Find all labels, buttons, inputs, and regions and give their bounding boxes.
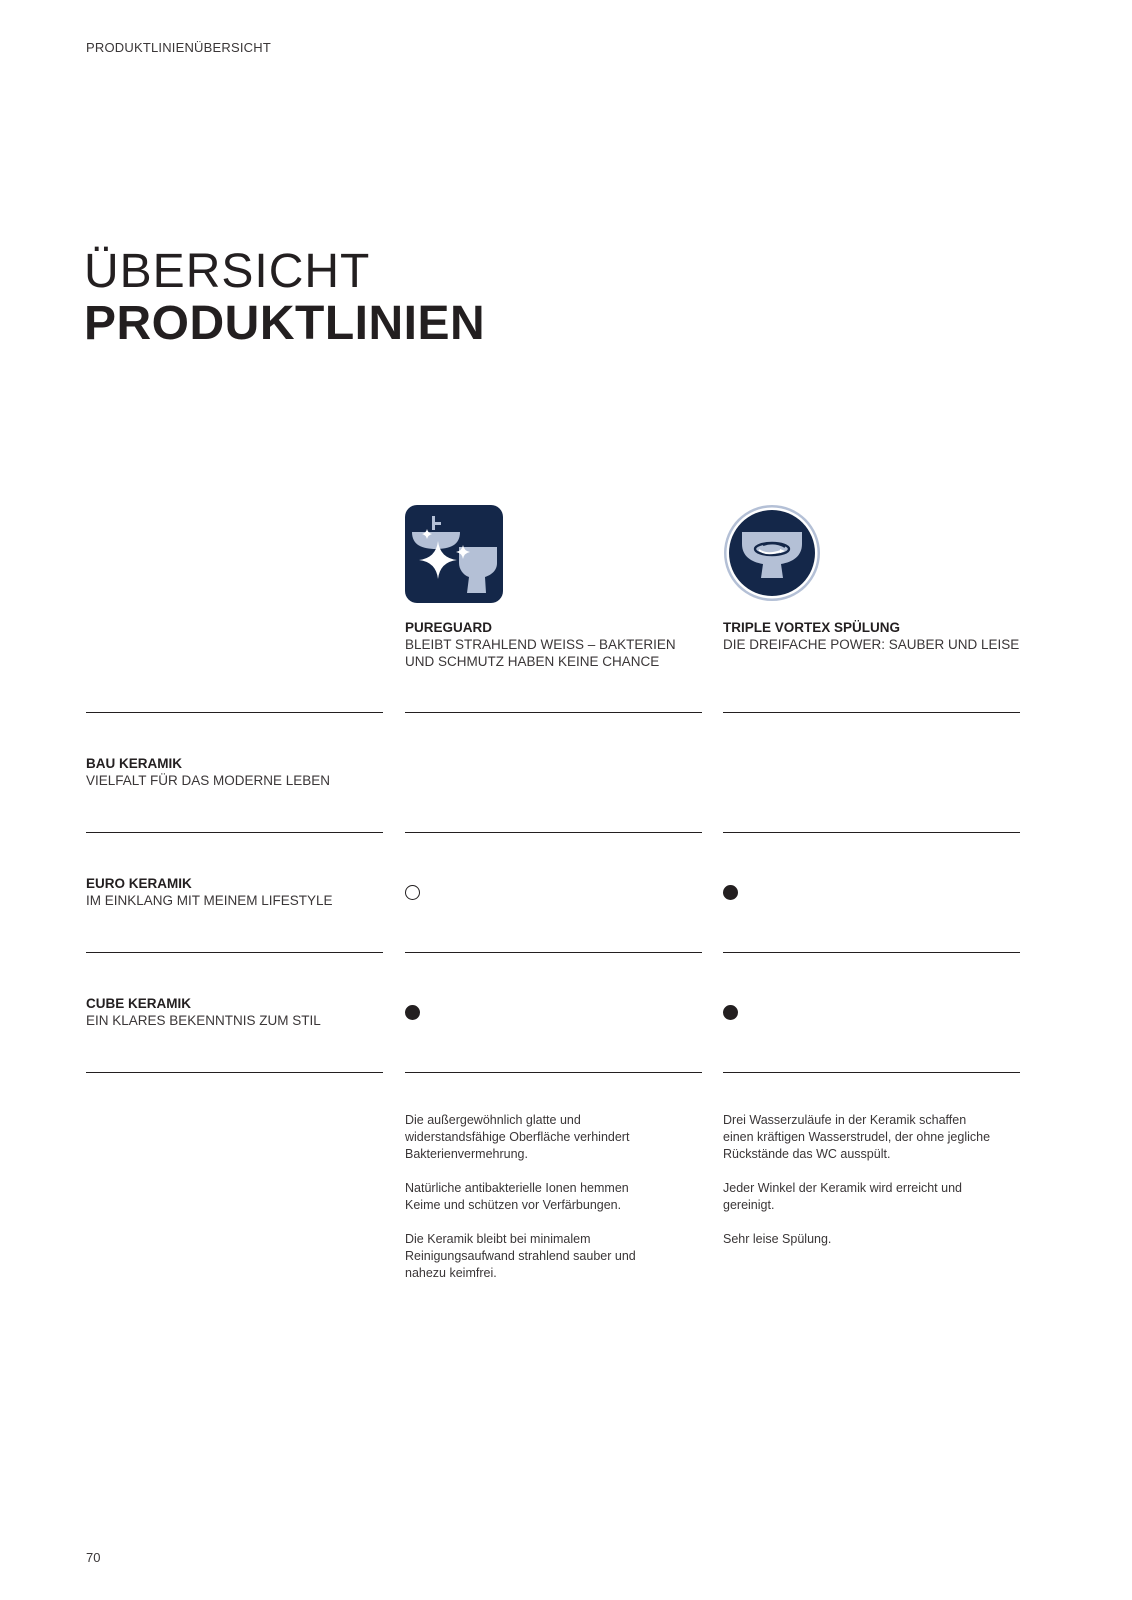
standard-feature-marker bbox=[405, 1005, 420, 1020]
table-divider bbox=[405, 712, 702, 713]
table-divider bbox=[405, 952, 702, 953]
triple-vortex-icon-graphic bbox=[723, 504, 821, 602]
row-name: CUBE KERAMIK bbox=[86, 996, 192, 1011]
page-title-line-1: ÜBERSICHT bbox=[84, 245, 371, 298]
table-divider bbox=[405, 1072, 702, 1073]
column-name: PUREGUARD bbox=[405, 620, 493, 635]
triple-vortex-icon bbox=[723, 504, 821, 602]
description-paragraph: Die außergewöhnlich glatte und widerstandsfähige Oberfläche verhindert Bakterienvermehrung. bbox=[405, 1113, 630, 1161]
table-divider bbox=[723, 832, 1020, 833]
table-divider bbox=[723, 1072, 1020, 1073]
standard-feature-marker bbox=[723, 1005, 738, 1020]
description-paragraph: Sehr leise Spülung. bbox=[723, 1232, 832, 1246]
column-tagline: BLEIBT STRAHLEND WEISS – BAKTERIEN bbox=[405, 637, 676, 652]
row-tagline: IM EINKLANG MIT MEINEM LIFESTYLE bbox=[86, 893, 333, 908]
page-number: 70 bbox=[86, 1550, 101, 1565]
optional-feature-marker bbox=[405, 885, 420, 900]
column-header-triple-vortex bbox=[723, 619, 1023, 653]
triple-vortex-description bbox=[723, 1112, 993, 1265]
column-header-pureguard bbox=[405, 619, 705, 670]
table-divider bbox=[86, 712, 383, 713]
description-paragraph: Die Keramik bleibt bei minimalem Reinigungsaufwand strahlend sauber und nahezu keimfrei. bbox=[405, 1232, 636, 1280]
row-name: EURO KERAMIK bbox=[86, 876, 192, 891]
table-divider bbox=[86, 952, 383, 953]
table-divider bbox=[86, 1072, 383, 1073]
table-row-label bbox=[86, 755, 386, 789]
pureguard-icon-graphic bbox=[405, 505, 503, 603]
table-divider bbox=[723, 952, 1020, 953]
pureguard-description bbox=[405, 1112, 650, 1299]
pureguard-icon bbox=[405, 505, 503, 603]
column-name: TRIPLE VORTEX SPÜLUNG bbox=[723, 620, 901, 635]
column-tagline: UND SCHMUTZ HABEN KEINE CHANCE bbox=[405, 654, 660, 669]
column-tagline: DIE DREIFACHE POWER: SAUBER UND LEISE bbox=[723, 637, 1020, 652]
table-divider bbox=[86, 832, 383, 833]
row-tagline: VIELFALT FÜR DAS MODERNE LEBEN bbox=[86, 773, 331, 788]
table-divider bbox=[723, 712, 1020, 713]
table-row-label bbox=[86, 995, 386, 1029]
row-name: BAU KERAMIK bbox=[86, 756, 182, 771]
description-paragraph: Drei Wasserzuläufe in der Keramik schaffen einen kräftigen Wasserstrudel, der ohne jegliche Rückstände das WC ausspült. bbox=[723, 1113, 991, 1161]
description-paragraph: Natürliche antibakterielle Ionen hemmen Keime und schützen vor Verfärbungen. bbox=[405, 1181, 629, 1212]
description-paragraph: Jeder Winkel der Keramik wird erreicht und gereinigt. bbox=[723, 1181, 962, 1212]
table-divider bbox=[405, 832, 702, 833]
running-header: PRODUKTLINIENÜBERSICHT bbox=[86, 40, 271, 55]
page-title-line-2: PRODUKTLINIEN bbox=[84, 297, 486, 350]
standard-feature-marker bbox=[723, 885, 738, 900]
row-tagline: EIN KLARES BEKENNTNIS ZUM STIL bbox=[86, 1013, 321, 1028]
table-row-label bbox=[86, 875, 386, 909]
